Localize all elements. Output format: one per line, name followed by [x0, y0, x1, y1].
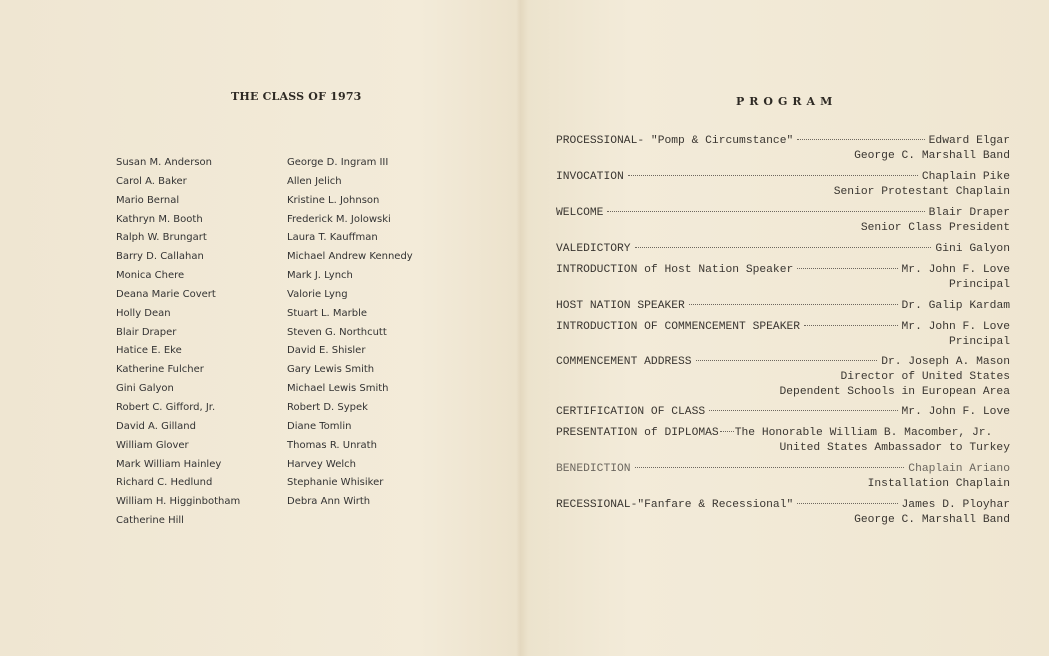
program-item-label: PROCESSIONAL- "Pomp & Circumstance" [556, 135, 794, 147]
graduate-name: William H. Higginbotham [116, 496, 241, 508]
graduate-name: Mario Bernal [116, 194, 180, 206]
program-item-name: Blair Draper [928, 207, 1010, 219]
graduate-name: Frederick M. Jolowski [287, 213, 391, 225]
graduate-name: Catherine Hill [116, 515, 184, 527]
graduate-name: Hatice E. Eke [116, 345, 182, 357]
graduate-name: William Glover [116, 439, 189, 451]
program-item-welcome [556, 206, 1010, 236]
program-item-label: PRESENTATION of DIPLOMAS [556, 427, 719, 439]
graduate-name: Gini Galyon [116, 383, 174, 395]
program-item-name: Mr. John F. Love [901, 321, 1010, 333]
graduate-name: Robert D. Sypek [287, 401, 368, 413]
leader-dots [696, 360, 878, 361]
program-item-intro-host-speaker [556, 263, 1010, 293]
program-item-invocation [556, 170, 1010, 200]
program-item-label: RECESSIONAL-"Fanfare & Recessional" [556, 499, 794, 511]
program-item-subtitle: Director of United States [840, 371, 1010, 383]
leader-dots [607, 211, 924, 212]
program-item-intro-commencement-speaker [556, 320, 1010, 350]
program-item-subtitle: Senior Class President [860, 222, 1010, 234]
leader-dots [720, 431, 734, 432]
program-item-subtitle: Dependent Schools in European Area [779, 386, 1010, 398]
program-item-benediction [556, 462, 1010, 492]
program-item-subtitle: George C. Marshall Band [854, 150, 1010, 162]
graduate-name: Steven G. Northcutt [287, 326, 387, 338]
right-page [520, 0, 1049, 656]
graduate-name: Blair Draper [116, 326, 177, 338]
graduate-names-column-2 [287, 156, 413, 514]
leader-dots [797, 139, 924, 140]
leader-dots [797, 503, 897, 504]
leader-dots [689, 304, 898, 305]
program-item-name: Dr. Galip Kardam [901, 300, 1010, 312]
program-item-name: The Honorable William B. Macomber, Jr. [734, 427, 993, 439]
graduate-name: Carol A. Baker [116, 175, 187, 187]
graduate-name: George D. Ingram III [287, 157, 389, 168]
leader-dots [635, 467, 905, 468]
graduate-name: Michael Andrew Kennedy [287, 251, 413, 263]
program-item-label: WELCOME [556, 207, 604, 219]
graduate-names-column-1 [116, 156, 240, 533]
program-item-name: Chaplain Ariano [908, 463, 1010, 475]
graduate-name: Stuart L. Marble [287, 307, 368, 319]
program-item-subtitle: George C. Marshall Band [854, 514, 1010, 526]
program-item-processional [556, 134, 1010, 164]
program-item-subtitle: Principal [948, 279, 1010, 291]
program-item-presentation-diplomas [556, 426, 1010, 456]
graduate-name: Stephanie Whisiker [287, 477, 384, 489]
graduate-name: Ralph W. Brungart [116, 232, 207, 244]
program-item-subtitle: Senior Protestant Chaplain [833, 186, 1010, 198]
graduate-name: Robert C. Gifford, Jr. [116, 401, 216, 413]
program-item-certification [556, 405, 1010, 420]
graduate-name: David E. Shisler [287, 345, 366, 357]
program-item-label: INVOCATION [556, 171, 624, 183]
graduate-name: Harvey Welch [287, 458, 356, 470]
program-item-label: INTRODUCTION of Host Nation Speaker [556, 264, 794, 276]
program-item-label: HOST NATION SPEAKER [556, 300, 685, 312]
graduate-name: Deana Marie Covert [116, 288, 216, 300]
graduate-name: Thomas R. Unrath [287, 439, 377, 451]
graduate-name: Debra Ann Wirth [287, 496, 371, 508]
leader-dots [635, 247, 932, 248]
program-item-label: COMMENCEMENT ADDRESS [556, 356, 692, 368]
graduate-name: Laura T. Kauffman [287, 232, 378, 244]
graduate-name: Mark William Hainley [116, 458, 222, 470]
program-item-subtitle: Installation Chaplain [867, 478, 1010, 490]
graduate-name: Mark J. Lynch [287, 270, 353, 282]
program-item-commencement-address [556, 355, 1010, 400]
graduate-name: Monica Chere [116, 270, 185, 282]
leader-dots [804, 325, 897, 326]
graduate-name: Katherine Fulcher [116, 364, 204, 376]
program-item-name: Chaplain Pike [921, 171, 1010, 183]
leader-dots [797, 268, 897, 269]
program-item-label: VALEDICTORY [556, 243, 631, 255]
graduate-name: Valorie Lyng [287, 288, 348, 300]
program-item-name: Edward Elgar [928, 135, 1010, 147]
graduate-name: Richard C. Hedlund [116, 477, 213, 489]
program-item-name: Mr. John F. Love [901, 406, 1010, 418]
graduate-name: Susan M. Anderson [116, 157, 212, 168]
class-list-title: THE CLASS OF 1973 [231, 90, 362, 103]
graduate-name: Kathryn M. Booth [116, 213, 203, 225]
program-title: PROGRAM [736, 95, 838, 108]
graduate-name: Kristine L. Johnson [287, 194, 380, 206]
program-item-label: CERTIFICATION OF CLASS [556, 406, 706, 418]
graduate-name: David A. Gilland [116, 420, 196, 432]
program-item-name: Dr. Joseph A. Mason [881, 356, 1010, 368]
program-item-subtitle: United States Ambassador to Turkey [779, 442, 1010, 454]
graduate-name: Allen Jelich [287, 175, 342, 187]
graduate-name: Holly Dean [116, 307, 171, 319]
program-item-label: INTRODUCTION OF COMMENCEMENT SPEAKER [556, 321, 801, 333]
left-page [0, 0, 518, 656]
program-item-name: Mr. John F. Love [901, 264, 1010, 276]
program-item-subtitle: Principal [948, 336, 1010, 348]
program-item-name: James D. Ployhar [901, 499, 1010, 511]
graduate-name: Gary Lewis Smith [287, 364, 375, 376]
graduate-name: Michael Lewis Smith [287, 383, 389, 395]
leader-dots [709, 410, 897, 411]
program-item-recessional [556, 498, 1010, 528]
program-item-name: Gini Galyon [935, 243, 1010, 255]
leader-dots [628, 175, 918, 176]
program-item-host-nation-speaker [556, 299, 1010, 314]
graduate-name: Barry D. Callahan [116, 251, 204, 263]
program-item-label: BENEDICTION [556, 463, 631, 475]
program-item-valedictory [556, 242, 1010, 257]
graduate-name: Diane Tomlin [287, 420, 352, 432]
